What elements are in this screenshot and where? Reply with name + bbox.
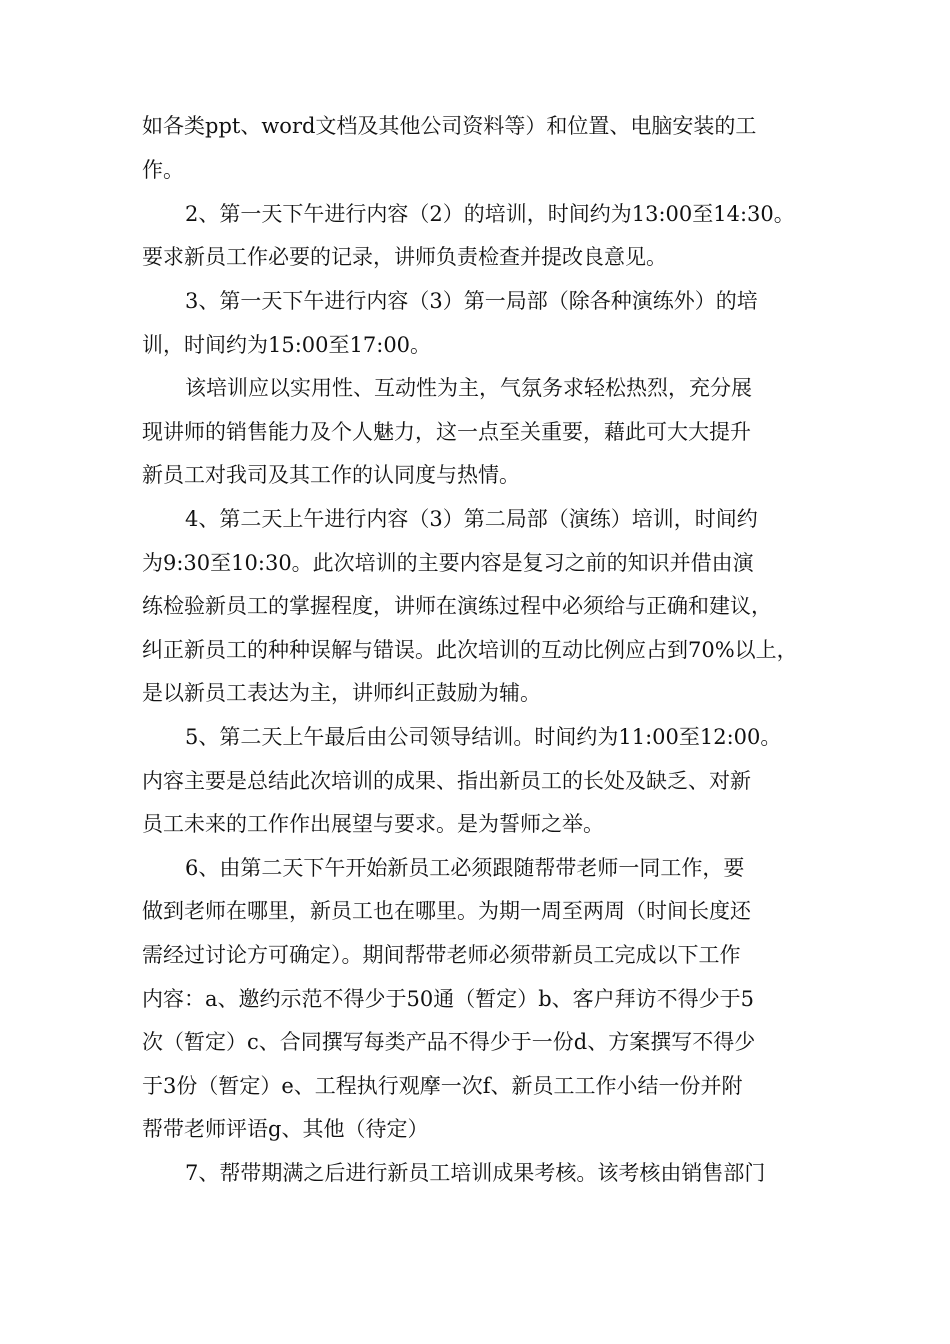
text-line: 内容：a、邀约示范不得少于50通（暂定）b、客户拜访不得少于5 [142,987,755,1011]
text-line: 是以新员工表达为主，讲师纠正鼓励为辅。 [142,681,541,705]
text-line: 内容主要是总结此次培训的成果、指出新员工的长处及缺乏、对新 [142,769,751,793]
paragraph-6-line: 6、由第二天下午开始新员工必须跟随帮带老师一同工作，要 [185,856,745,880]
paragraph-4-line: 4、第二天上午进行内容（3）第二局部（演练）培训，时间约 [185,507,758,531]
text-line: 需经过讨论方可确定）。期间帮带老师必须带新员工完成以下工作 [142,943,741,967]
text-line: 训，时间约为15:00至17:00。 [142,333,432,357]
text-line: 做到老师在哪里，新员工也在哪里。为期一周至两周（时间长度还 [142,899,751,923]
text-line: 次（暂定）c、合同撰写每类产品不得少于一份d、方案撰写不得少 [142,1030,756,1054]
paragraph-5-line: 5、第二天上午最后由公司领导结训。时间约为11:00至12:00。 [185,725,782,749]
text-line: 新员工对我司及其工作的认同度与热情。 [142,463,520,487]
paragraph-3-line: 3、第一天下午进行内容（3）第一局部（除各种演练外）的培 [185,289,758,313]
text-line: 帮带老师评语g、其他（待定） [142,1117,429,1141]
text-line: 如各类ppt、word文档及其他公司资料等）和位置、电脑安装的工 [142,114,757,138]
paragraph-7-line: 7、帮带期满之后进行新员工培训成果考核。该考核由销售部门 [185,1161,766,1185]
text-line: 练检验新员工的掌握程度，讲师在演练过程中必须给与正确和建议， [142,594,772,618]
paragraph-2-line: 2、第一天下午进行内容（2）的培训，时间约为13:00至14:30。 [185,202,795,226]
text-line: 作。 [142,158,184,182]
text-line: 要求新员工作必要的记录，讲师负责检查并提改良意见。 [142,245,667,269]
text-line: 于3份（暂定）e、工程执行观摩一次f、新员工工作小结一份并附 [142,1074,743,1098]
text-line: 员工未来的工作作出展望与要求。是为誓师之举。 [142,812,604,836]
text-line: 为9:30至10:30。此次培训的主要内容是复习之前的知识并借由演 [142,551,754,575]
text-line: 纠正新员工的种种误解与错误。此次培训的互动比例应占到70%以上， [142,638,798,662]
paragraph-note-line: 该培训应以实用性、互动性为主，气氛务求轻松热烈，充分展 [185,376,752,400]
text-line: 现讲师的销售能力及个人魅力，这一点至关重要，藉此可大大提升 [142,420,751,444]
